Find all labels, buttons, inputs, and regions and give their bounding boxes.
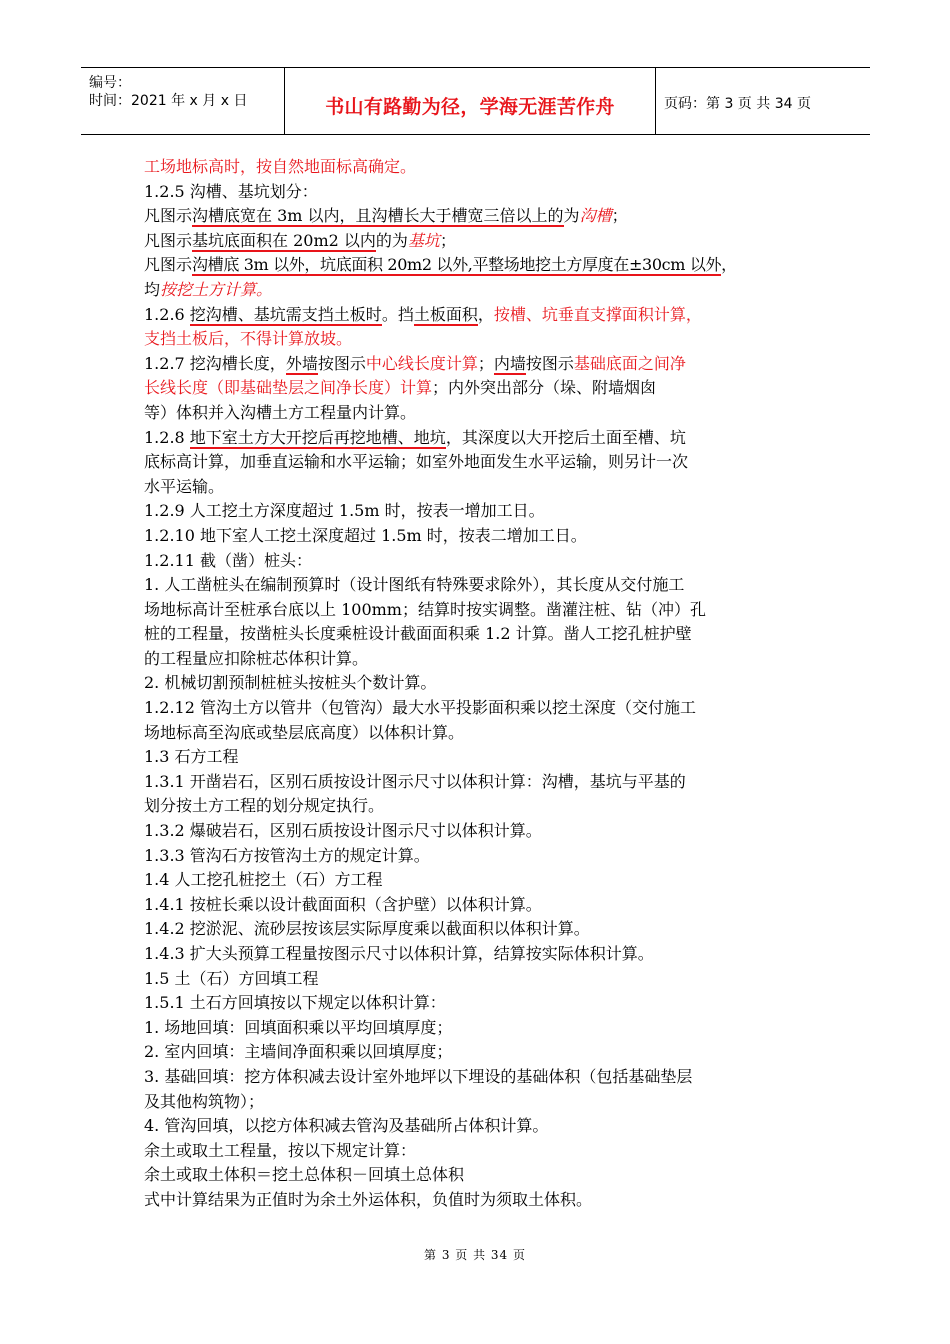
text-line: 2. 室内回填：主墙间净面积乘以回填厚度； bbox=[144, 1042, 453, 1062]
text-span: 凡图示 bbox=[144, 255, 193, 275]
text-line: 1.4.1 按桩长乘以设计截面面积（含护壁）以体积计算。 bbox=[144, 894, 542, 914]
text-line: 底标高计算，加垂直运输和水平运输；如室外地面发生水平运输，则另计一次 bbox=[144, 452, 689, 472]
header-meta-cell bbox=[81, 68, 284, 134]
motto: 书山有路勤为径，学海无涯苦作舟 bbox=[325, 96, 615, 118]
text-line: 余土或取土体积＝挖土总体积－回填土总体积 bbox=[144, 1165, 465, 1185]
text-line bbox=[144, 229, 814, 254]
text-line: 划分按土方工程的划分规定执行。 bbox=[144, 796, 385, 816]
number-label: 编号： bbox=[89, 75, 131, 91]
text-line: 场地标高计至桩承台底以上 100mm；结算时按实调整。凿灌注桩、钻（冲）孔 bbox=[144, 599, 706, 619]
text-line: 1.3.3 管沟石方按管沟土方的规定计算。 bbox=[144, 845, 430, 865]
text-span: 凡图示 bbox=[144, 230, 193, 250]
text-span: ； bbox=[439, 230, 456, 250]
text-span: 1.2.6 bbox=[144, 304, 190, 324]
text-span: ，其深度以大开挖后土面至槽、坑 bbox=[445, 427, 686, 447]
text-line: 1.3.1 开凿岩石，区别石质按设计图示尺寸以体积计算：沟槽，基坑与平基的 bbox=[144, 771, 686, 791]
underlined-span: 地下室土方大开挖后再挖地槽、地坑 bbox=[189, 427, 446, 447]
text-span: 凡图示 bbox=[144, 206, 193, 226]
text-line: 1.4.2 挖淤泥、流砂层按该层实际厚度乘以截面积以体积计算。 bbox=[144, 919, 590, 939]
underlined-span: 基坑底面积在 20m2 以内 bbox=[192, 230, 376, 250]
highlight-span: 按挖土方计算。 bbox=[160, 279, 273, 299]
text-span: ；内外突出部分（垛、附墙烟囱 bbox=[432, 378, 657, 398]
text-line bbox=[144, 278, 814, 303]
text-span: ， bbox=[721, 255, 738, 275]
text-line: 的工程量应扣除桩芯体积计算。 bbox=[144, 648, 369, 668]
highlight-span: 沟槽 bbox=[579, 206, 612, 226]
section-heading: 1.3 石方工程 bbox=[144, 747, 239, 767]
text-span: ， bbox=[477, 304, 494, 324]
text-line: 余土或取土工程量，按以下规定计算： bbox=[144, 1140, 417, 1160]
text-line: 及其他构筑物）； bbox=[144, 1091, 265, 1111]
text-line: 式中计算结果为正值时为余土外运体积，负值时为须取土体积。 bbox=[144, 1189, 593, 1209]
section-heading: 1.2.11 截（凿）桩头： bbox=[144, 550, 312, 570]
time-label: 时间：2021 年 x 月 x 日 bbox=[89, 93, 248, 109]
highlight-span: 中心线长度计算 bbox=[365, 353, 478, 373]
highlight-span: 基础底面之间净 bbox=[573, 353, 686, 373]
text-line: 场地标高至沟底或垫层底高度）以体积计算。 bbox=[144, 722, 465, 742]
text-line: 1. 场地回填：回填面积乘以平均回填厚度； bbox=[144, 1017, 453, 1037]
text-span: 按图示 bbox=[525, 353, 574, 373]
text-line: 等）体积并入沟槽土方工程量内计算。 bbox=[144, 402, 417, 422]
header-motto-cell bbox=[284, 68, 656, 134]
text-span: ； bbox=[611, 206, 628, 226]
page-info: 页码：第 3 页 共 34 页 bbox=[664, 96, 811, 112]
text-span: 。挡 bbox=[381, 304, 414, 324]
highlight-span: 长线长度（即基础垫层之间净长度）计算 bbox=[144, 378, 433, 398]
page-footer: 第 3 页 共 34 页 bbox=[424, 1248, 526, 1262]
text-line bbox=[144, 204, 814, 229]
text-span: 为 bbox=[563, 206, 580, 226]
text-line: 1.2.12 管沟土方以管井（包管沟）最大水平投影面积乘以挖土深度（交付施工 bbox=[144, 698, 696, 718]
document-body bbox=[144, 155, 814, 1213]
text-line: 水平运输。 bbox=[144, 476, 225, 496]
text-line: 1.3.2 爆破岩石，区别石质按设计图示尺寸以体积计算。 bbox=[144, 821, 542, 841]
text-line: 1.4.3 扩大头预算工程量按图示尺寸以体积计算，结算按实际体积计算。 bbox=[144, 944, 654, 963]
text-line bbox=[144, 426, 814, 451]
section-heading: 1.2.5 沟槽、基坑划分： bbox=[144, 181, 318, 201]
highlight-span: 按槽、坑垂直支撑面积计算， bbox=[493, 304, 702, 324]
text-line bbox=[144, 303, 814, 328]
text-line: 工场地标高时，按自然地面标高确定。 bbox=[144, 157, 417, 176]
header-page-cell bbox=[656, 68, 870, 134]
text-span: 均 bbox=[144, 279, 161, 299]
text-line: 1.2.9 人工挖土方深度超过 1.5m 时，按表一增加工日。 bbox=[144, 501, 545, 521]
underlined-span: 土板面积 bbox=[413, 304, 478, 324]
underlined-span: 挖沟槽、基坑需支挡土板时 bbox=[189, 304, 382, 324]
underlined-span: 内墙 bbox=[493, 353, 526, 373]
text-line bbox=[144, 253, 814, 278]
section-heading: 1.4 人工挖孔桩挖土（石）方工程 bbox=[144, 870, 383, 890]
text-line: 4. 管沟回填，以挖方体积减去管沟及基础所占体积计算。 bbox=[144, 1116, 549, 1136]
text-line: 3. 基础回填：挖方体积减去设计室外地坪以下埋设的基础体积（包括基础垫层 bbox=[144, 1066, 693, 1086]
text-line: 1.2.10 地下室人工挖土深度超过 1.5m 时，按表二增加工日。 bbox=[144, 525, 587, 545]
text-span: ； bbox=[477, 353, 494, 373]
text-line: 支挡土板后，不得计算放坡。 bbox=[144, 329, 353, 349]
text-span: 1.2.7 挖沟槽长度， bbox=[144, 353, 286, 373]
text-span: 按图示 bbox=[317, 353, 366, 373]
text-line bbox=[144, 376, 814, 401]
text-line: 桩的工程量，按凿桩头长度乘桩设计截面面积乘 1.2 计算。凿人工挖孔桩护壁 bbox=[144, 624, 692, 644]
text-line: 2. 机械切割预制桩桩头按桩头个数计算。 bbox=[144, 673, 437, 693]
highlight-span: 基坑 bbox=[407, 230, 440, 250]
underlined-span: 沟槽底 3m 以外，坑底面积 20m2 以外,平整场地挖土方厚度在±30cm 以外 bbox=[192, 255, 722, 275]
underlined-span: 外墙 bbox=[285, 353, 318, 373]
text-span: 1.2.8 bbox=[144, 427, 190, 447]
text-line: 1.5.1 土石方回填按以下规定以体积计算： bbox=[144, 993, 446, 1013]
underlined-span: 沟槽底宽在 3m 以内，且沟槽长大于槽宽三倍以上的 bbox=[192, 206, 564, 226]
text-line bbox=[144, 352, 814, 377]
text-line: 1. 人工凿桩头在编制预算时（设计图纸有特殊要求除外），其长度从交付施工 bbox=[144, 575, 685, 595]
section-heading: 1.5 土（石）方回填工程 bbox=[144, 968, 319, 988]
text-span: 的为 bbox=[375, 230, 408, 250]
page-header bbox=[81, 67, 870, 135]
